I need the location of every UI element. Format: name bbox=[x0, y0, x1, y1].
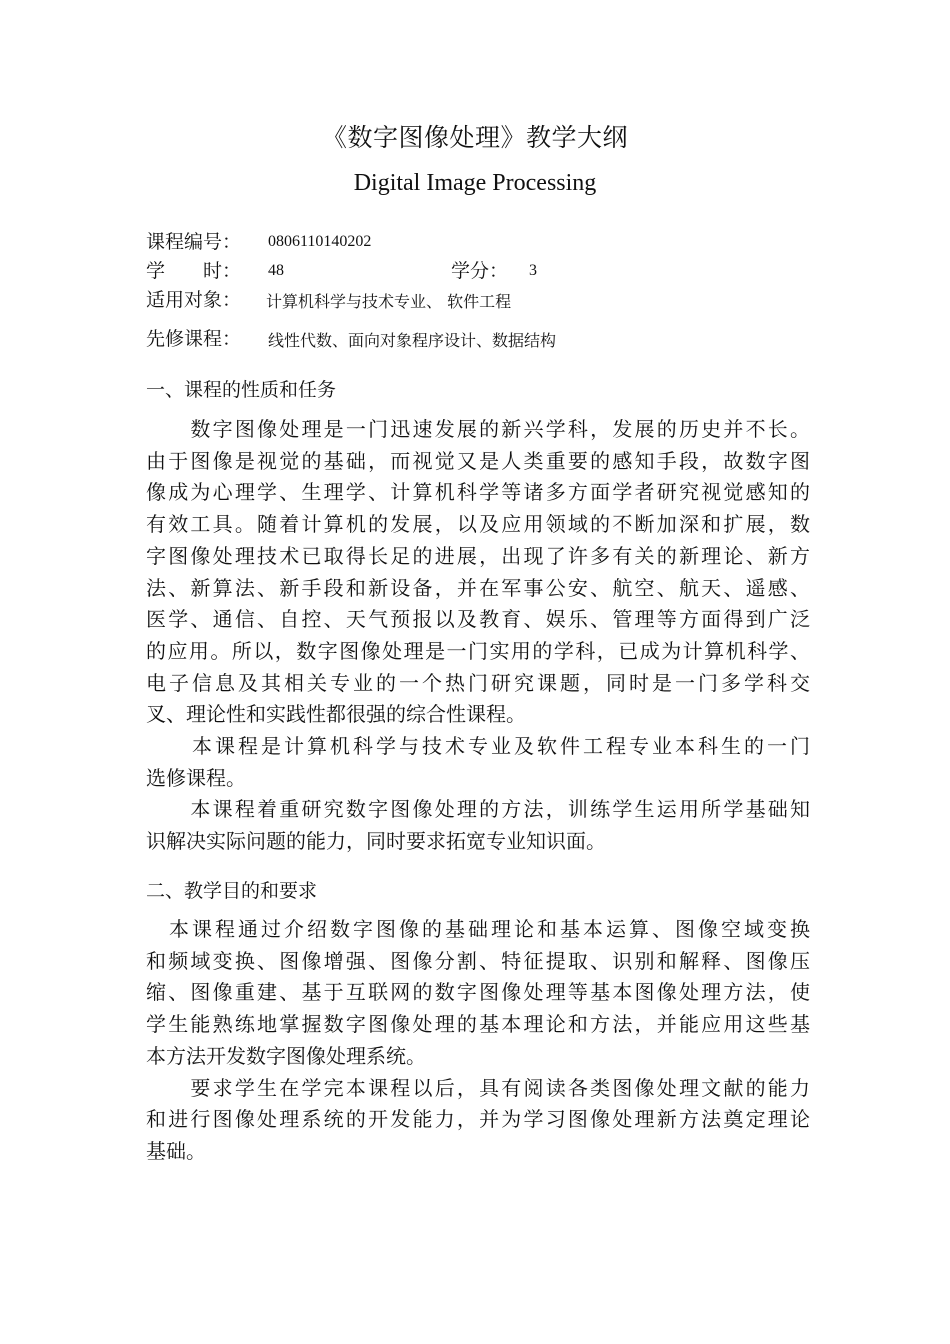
paragraph-line: 像成为心理学、生理学、计算机科学等诸多方面学者研究视觉感知的 bbox=[146, 480, 810, 505]
paragraph-line: 字图像处理技术已取得长足的进展，出现了许多有关的新理论、新方 bbox=[146, 543, 810, 568]
section-heading: 二、教学目的和要求 bbox=[146, 880, 318, 902]
credits-value: 3 bbox=[529, 262, 537, 279]
hours-value: 48 bbox=[268, 262, 284, 279]
course-code-value: 0806110140202 bbox=[268, 233, 372, 250]
paragraph-line: 本课程是计算机科学与技术专业及软件工程专业本科生的一门 bbox=[146, 734, 810, 759]
paragraph-line: 医学、通信、自控、天气预报以及教育、娱乐、管理等方面得到广泛 bbox=[146, 607, 810, 632]
paragraph-line: 要求学生在学完本课程以后，具有阅读各类图像处理文献的能力 bbox=[146, 1075, 810, 1100]
audience-label: 适用对象： bbox=[146, 289, 242, 311]
paragraph-line: 由于图像是视觉的基础，而视觉又是人类重要的感知手段，故数字图 bbox=[146, 448, 810, 473]
paragraph-line: 识解决实际问题的能力，同时要求拓宽专业知识面。 bbox=[146, 829, 606, 854]
paragraph-line: 本课程通过介绍数字图像的基础理论和基本运算、图像空域变换 bbox=[146, 917, 810, 941]
document-subtitle: Digital Image Processing bbox=[353, 170, 597, 196]
hours-label: 学 时： bbox=[146, 260, 242, 282]
prereq-label: 先修课程： bbox=[146, 328, 242, 350]
paragraph-line: 基础。 bbox=[146, 1138, 206, 1163]
paragraph-line: 本课程着重研究数字图像处理的方法，训练学生运用所学基础知 bbox=[146, 797, 810, 822]
paragraph bbox=[146, 914, 810, 1168]
paragraph-line: 学生能熟练地掌握数字图像处理的基本理论和方法，并能应用这些基 bbox=[146, 1012, 810, 1037]
paragraph-line: 叉、理论性和实践性都很强的综合性课程。 bbox=[146, 702, 526, 727]
paragraph-line: 电子信息及其相关专业的一个热门研究课题，同时是一门多学科交 bbox=[146, 670, 810, 695]
prereq-value: 线性代数、面向对象程序设计、数据结构 bbox=[268, 331, 557, 350]
paragraph-line: 选修课程。 bbox=[146, 765, 246, 790]
paragraph-line: 和进行图像处理系统的开发能力，并为学习图像处理新方法奠定理论 bbox=[146, 1107, 810, 1132]
paragraph-line: 本方法开发数字图像处理系统。 bbox=[146, 1043, 426, 1068]
paragraph-line: 的应用。所以，数字图像处理是一门实用的学科，已成为计算机科学、 bbox=[146, 638, 810, 663]
paragraph-line: 和频域变换、图像增强、图像分割、特征提取、识别和解释、图像压 bbox=[146, 948, 810, 973]
credits-label: 学分： bbox=[451, 260, 509, 282]
document-title: 《数字图像处理》教学大纲 bbox=[321, 123, 628, 152]
paragraph-line: 数字图像处理是一门迅速发展的新兴学科，发展的历史并不长。 bbox=[146, 417, 810, 441]
audience-value: 计算机科学与技术专业、 软件工程 bbox=[266, 292, 512, 311]
paragraph bbox=[146, 414, 810, 858]
course-code-label: 课程编号： bbox=[146, 231, 242, 253]
section-heading: 一、课程的性质和任务 bbox=[146, 379, 337, 401]
paragraph-line: 法、新算法、新手段和新设备，并在军事公安、航空、航天、遥感、 bbox=[146, 575, 810, 600]
paragraph-line: 有效工具。随着计算机的发展，以及应用领域的不断加深和扩展，数 bbox=[146, 512, 810, 537]
paragraph-line: 缩、图像重建、基于互联网的数字图像处理等基本图像处理方法，使 bbox=[146, 980, 810, 1005]
